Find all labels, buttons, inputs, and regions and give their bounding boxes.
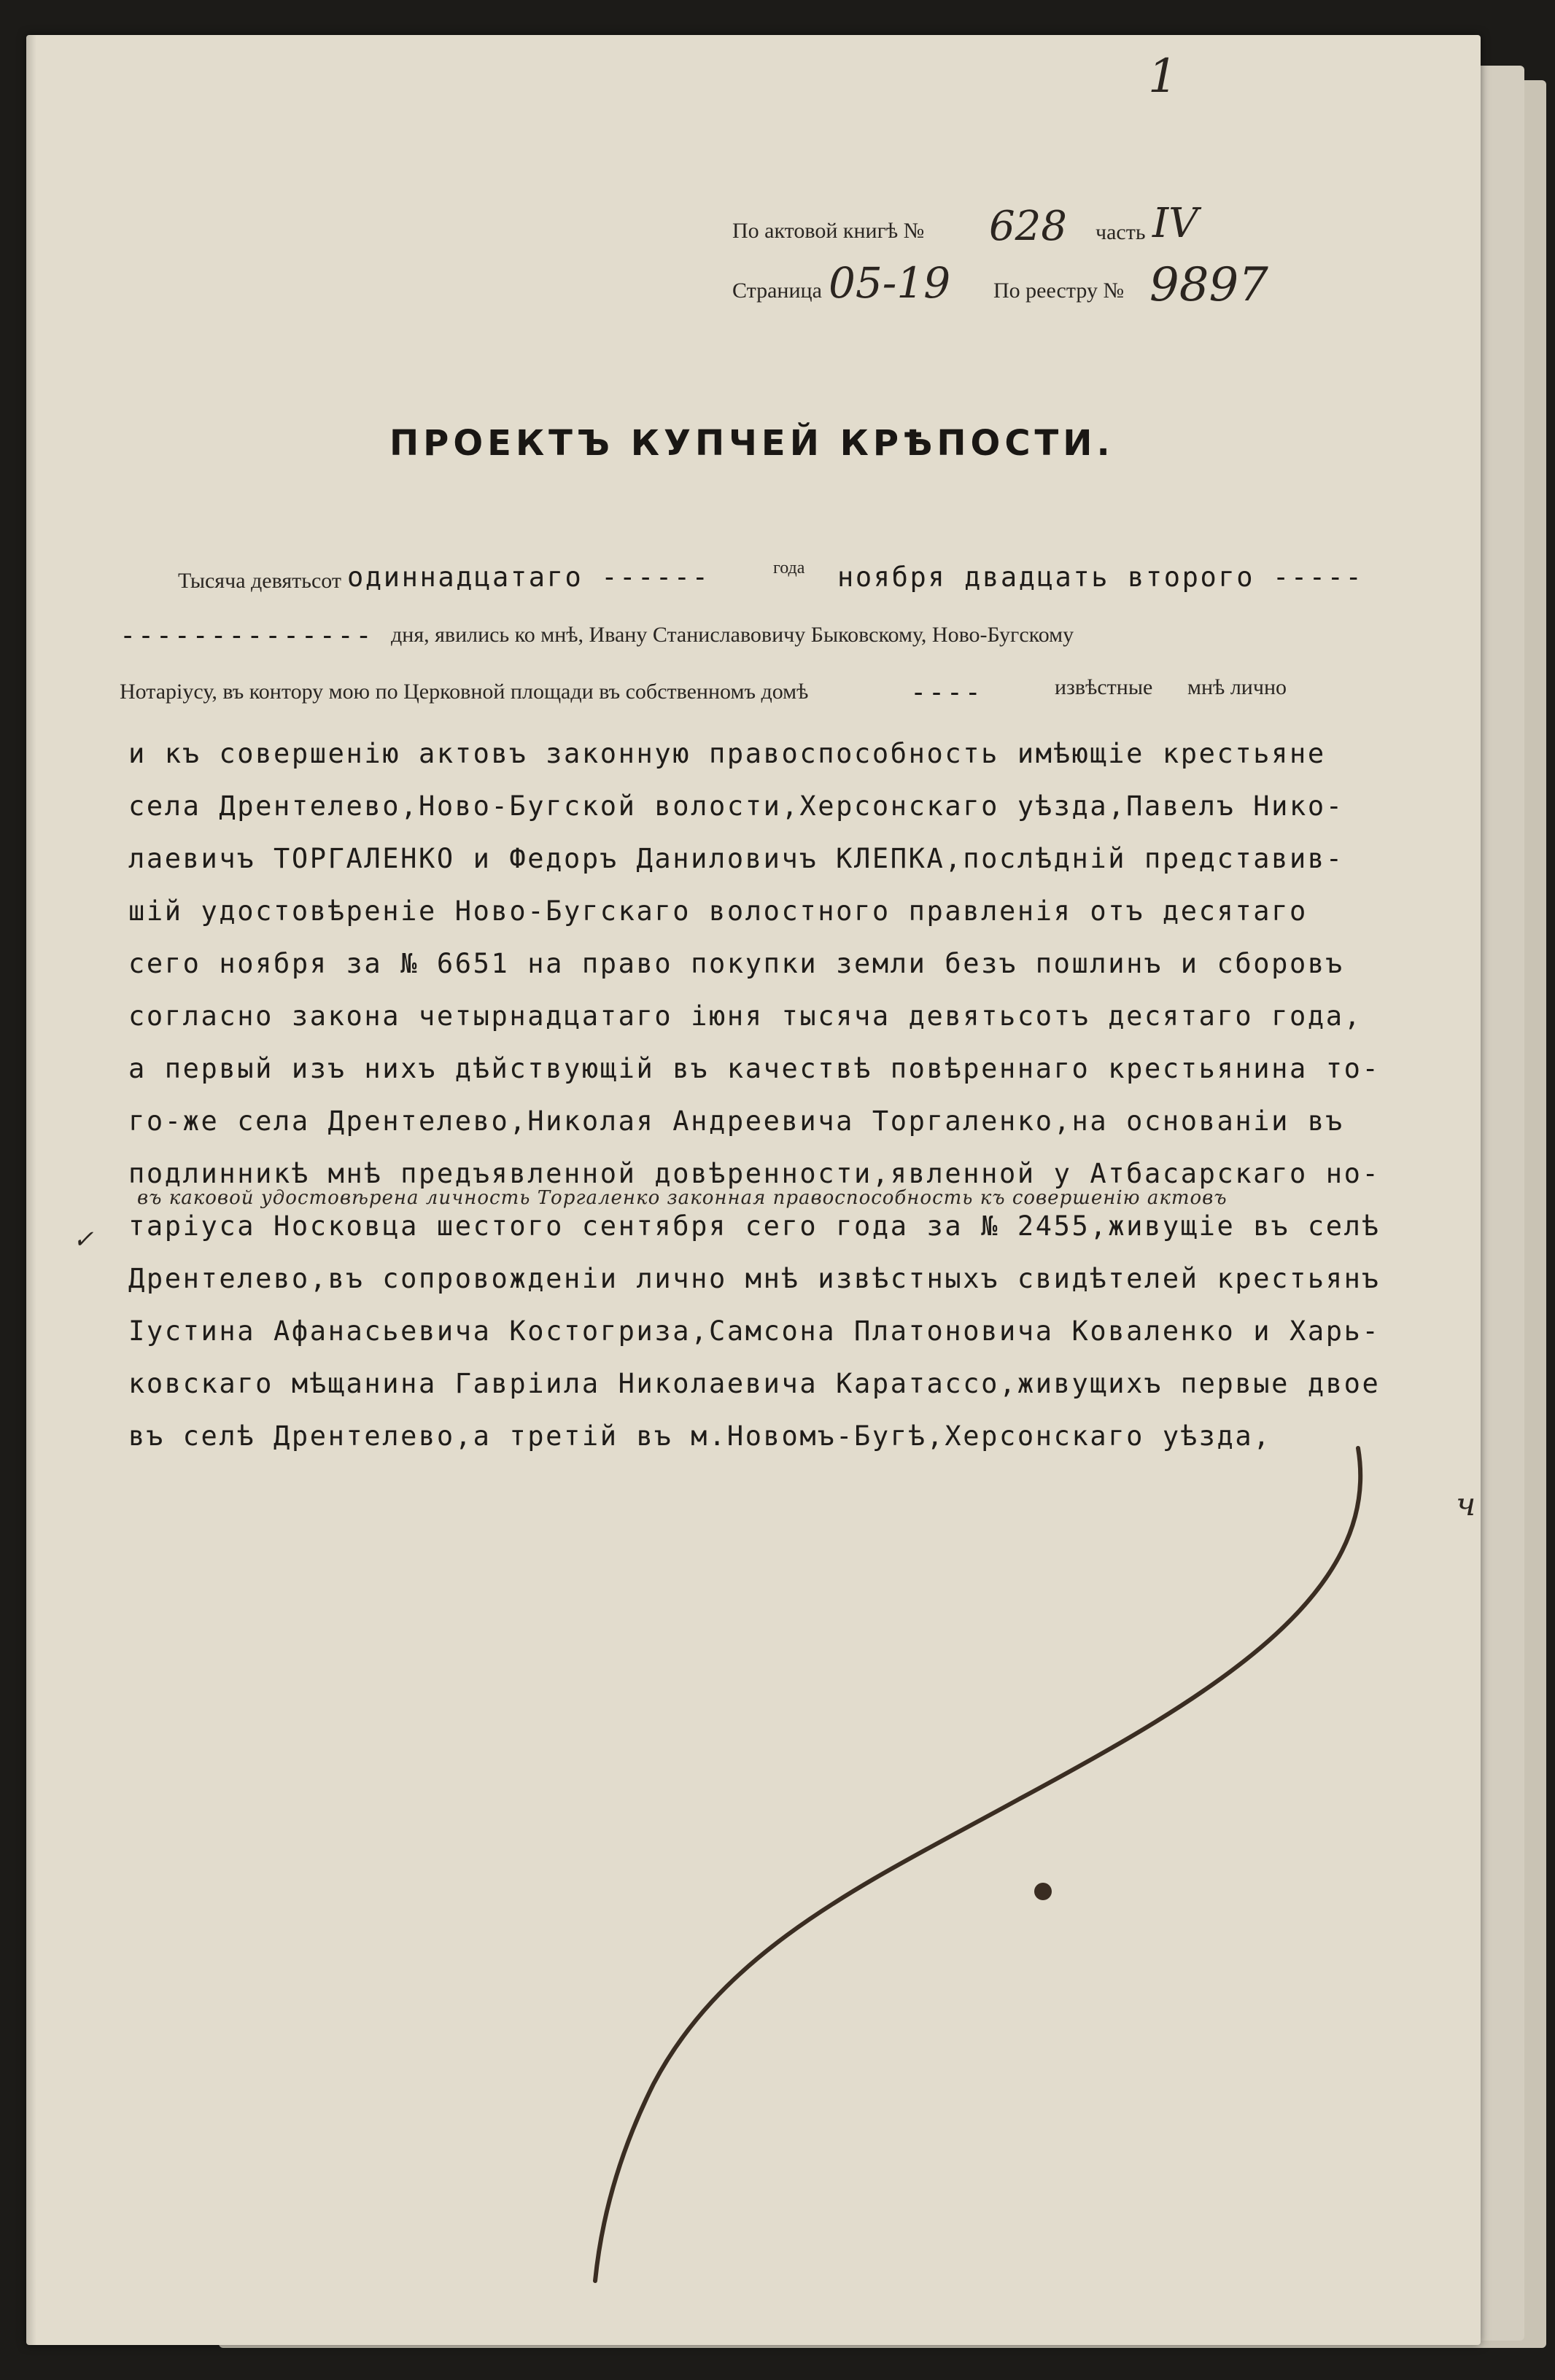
body-line: шій удостовѣреніе Ново-Бугскаго волостного правленія отъ десятаго xyxy=(128,895,1308,927)
part-label: часть xyxy=(1096,220,1146,244)
book-number: 628 xyxy=(989,203,1067,250)
year-prefix: Тысяча девятьсот xyxy=(178,569,341,593)
page-label: Страница xyxy=(732,279,822,303)
body-line: лаевичъ ТОРГАЛЕНКО и Федоръ Даниловичъ КЛЕПКА,послѣдній представив- xyxy=(128,843,1344,874)
body-line: таріуса Носковца шестого сентября сего года за № 2455,живущіе въ селѣ xyxy=(128,1210,1381,1242)
notary-fill: ---- xyxy=(910,677,983,708)
day-text: дня, явились ко мнѣ, Ивану Станиславовичу Быковскому, Ново-Бугскому xyxy=(391,623,1074,647)
check-mark: ✓ xyxy=(73,1225,94,1254)
closing-pen-stroke xyxy=(26,35,1481,2345)
body-line: Дрентелево,въ сопровожденіи лично мнѣ извѣстныхъ свидѣтелей крестьянъ xyxy=(128,1263,1381,1294)
notary-text: Нотаріусу, въ контору мою по Церковной площади въ собственномъ домѣ xyxy=(120,680,809,704)
book-label: По актовой книгѣ № xyxy=(732,219,925,243)
year-label: года xyxy=(773,559,805,578)
sheet-number: 1 xyxy=(1148,50,1178,104)
year-fill: одиннадцатаго ------ xyxy=(347,561,710,593)
known-word: извѣстные xyxy=(1055,675,1153,699)
registry-number: 9897 xyxy=(1149,258,1268,312)
known-tail: мнѣ лично xyxy=(1187,675,1287,699)
date-fill: ноября двадцать второго ----- xyxy=(837,561,1364,593)
page-number: 05-19 xyxy=(829,258,951,308)
document-page xyxy=(26,35,1481,2345)
day-dashes: -------------- xyxy=(120,620,374,651)
body-line: сего ноября за № 6651 на право покупки земли безъ пошлинъ и сборовъ xyxy=(128,948,1344,979)
part-number: IV xyxy=(1152,200,1198,247)
margin-mark: ч xyxy=(1456,1486,1476,1523)
handwritten-annotation: въ каковой удостовѣрена личность Торгаленко законная правоспособность къ совершенію актовъ xyxy=(137,1187,1228,1209)
body-line: го-же села Дрентелево,Николая Андреевича Торгаленко,на основаніи въ xyxy=(128,1105,1344,1137)
document-title: ПРОЕКТЪ КУПЧЕЙ КРѢПОСТИ. xyxy=(389,423,1114,464)
registry-label: По реестру № xyxy=(993,279,1125,303)
body-line: и къ совершенію актовъ законную правоспособность имѣющіе крестьяне xyxy=(128,738,1326,769)
body-line: ковскаго мѣщанина Гавріила Николаевича Каратассо,живущихъ первые двое xyxy=(128,1368,1381,1399)
body-line: согласно закона четырнадцатаго іюня тысяча девятьсотъ десятаго года, xyxy=(128,1000,1362,1032)
body-line: Іустина Афанасьевича Костогриза,Самсона Платоновича Коваленко и Харь- xyxy=(128,1315,1381,1347)
body-line: села Дрентелево,Ново-Бугской волости,Херсонскаго уѣзда,Павелъ Нико- xyxy=(128,790,1344,822)
body-line: въ селѣ Дрентелево,а третій въ м.Новомъ-Бугѣ,Херсонскаго уѣзда, xyxy=(128,1420,1272,1452)
body-line: подлинникѣ мнѣ предъявленной довѣренности,явленной у Атбасарскаго но- xyxy=(128,1158,1381,1189)
body-line: а первый изъ нихъ дѣйствующій въ качествѣ повѣреннаго крестьянина то- xyxy=(128,1053,1381,1084)
